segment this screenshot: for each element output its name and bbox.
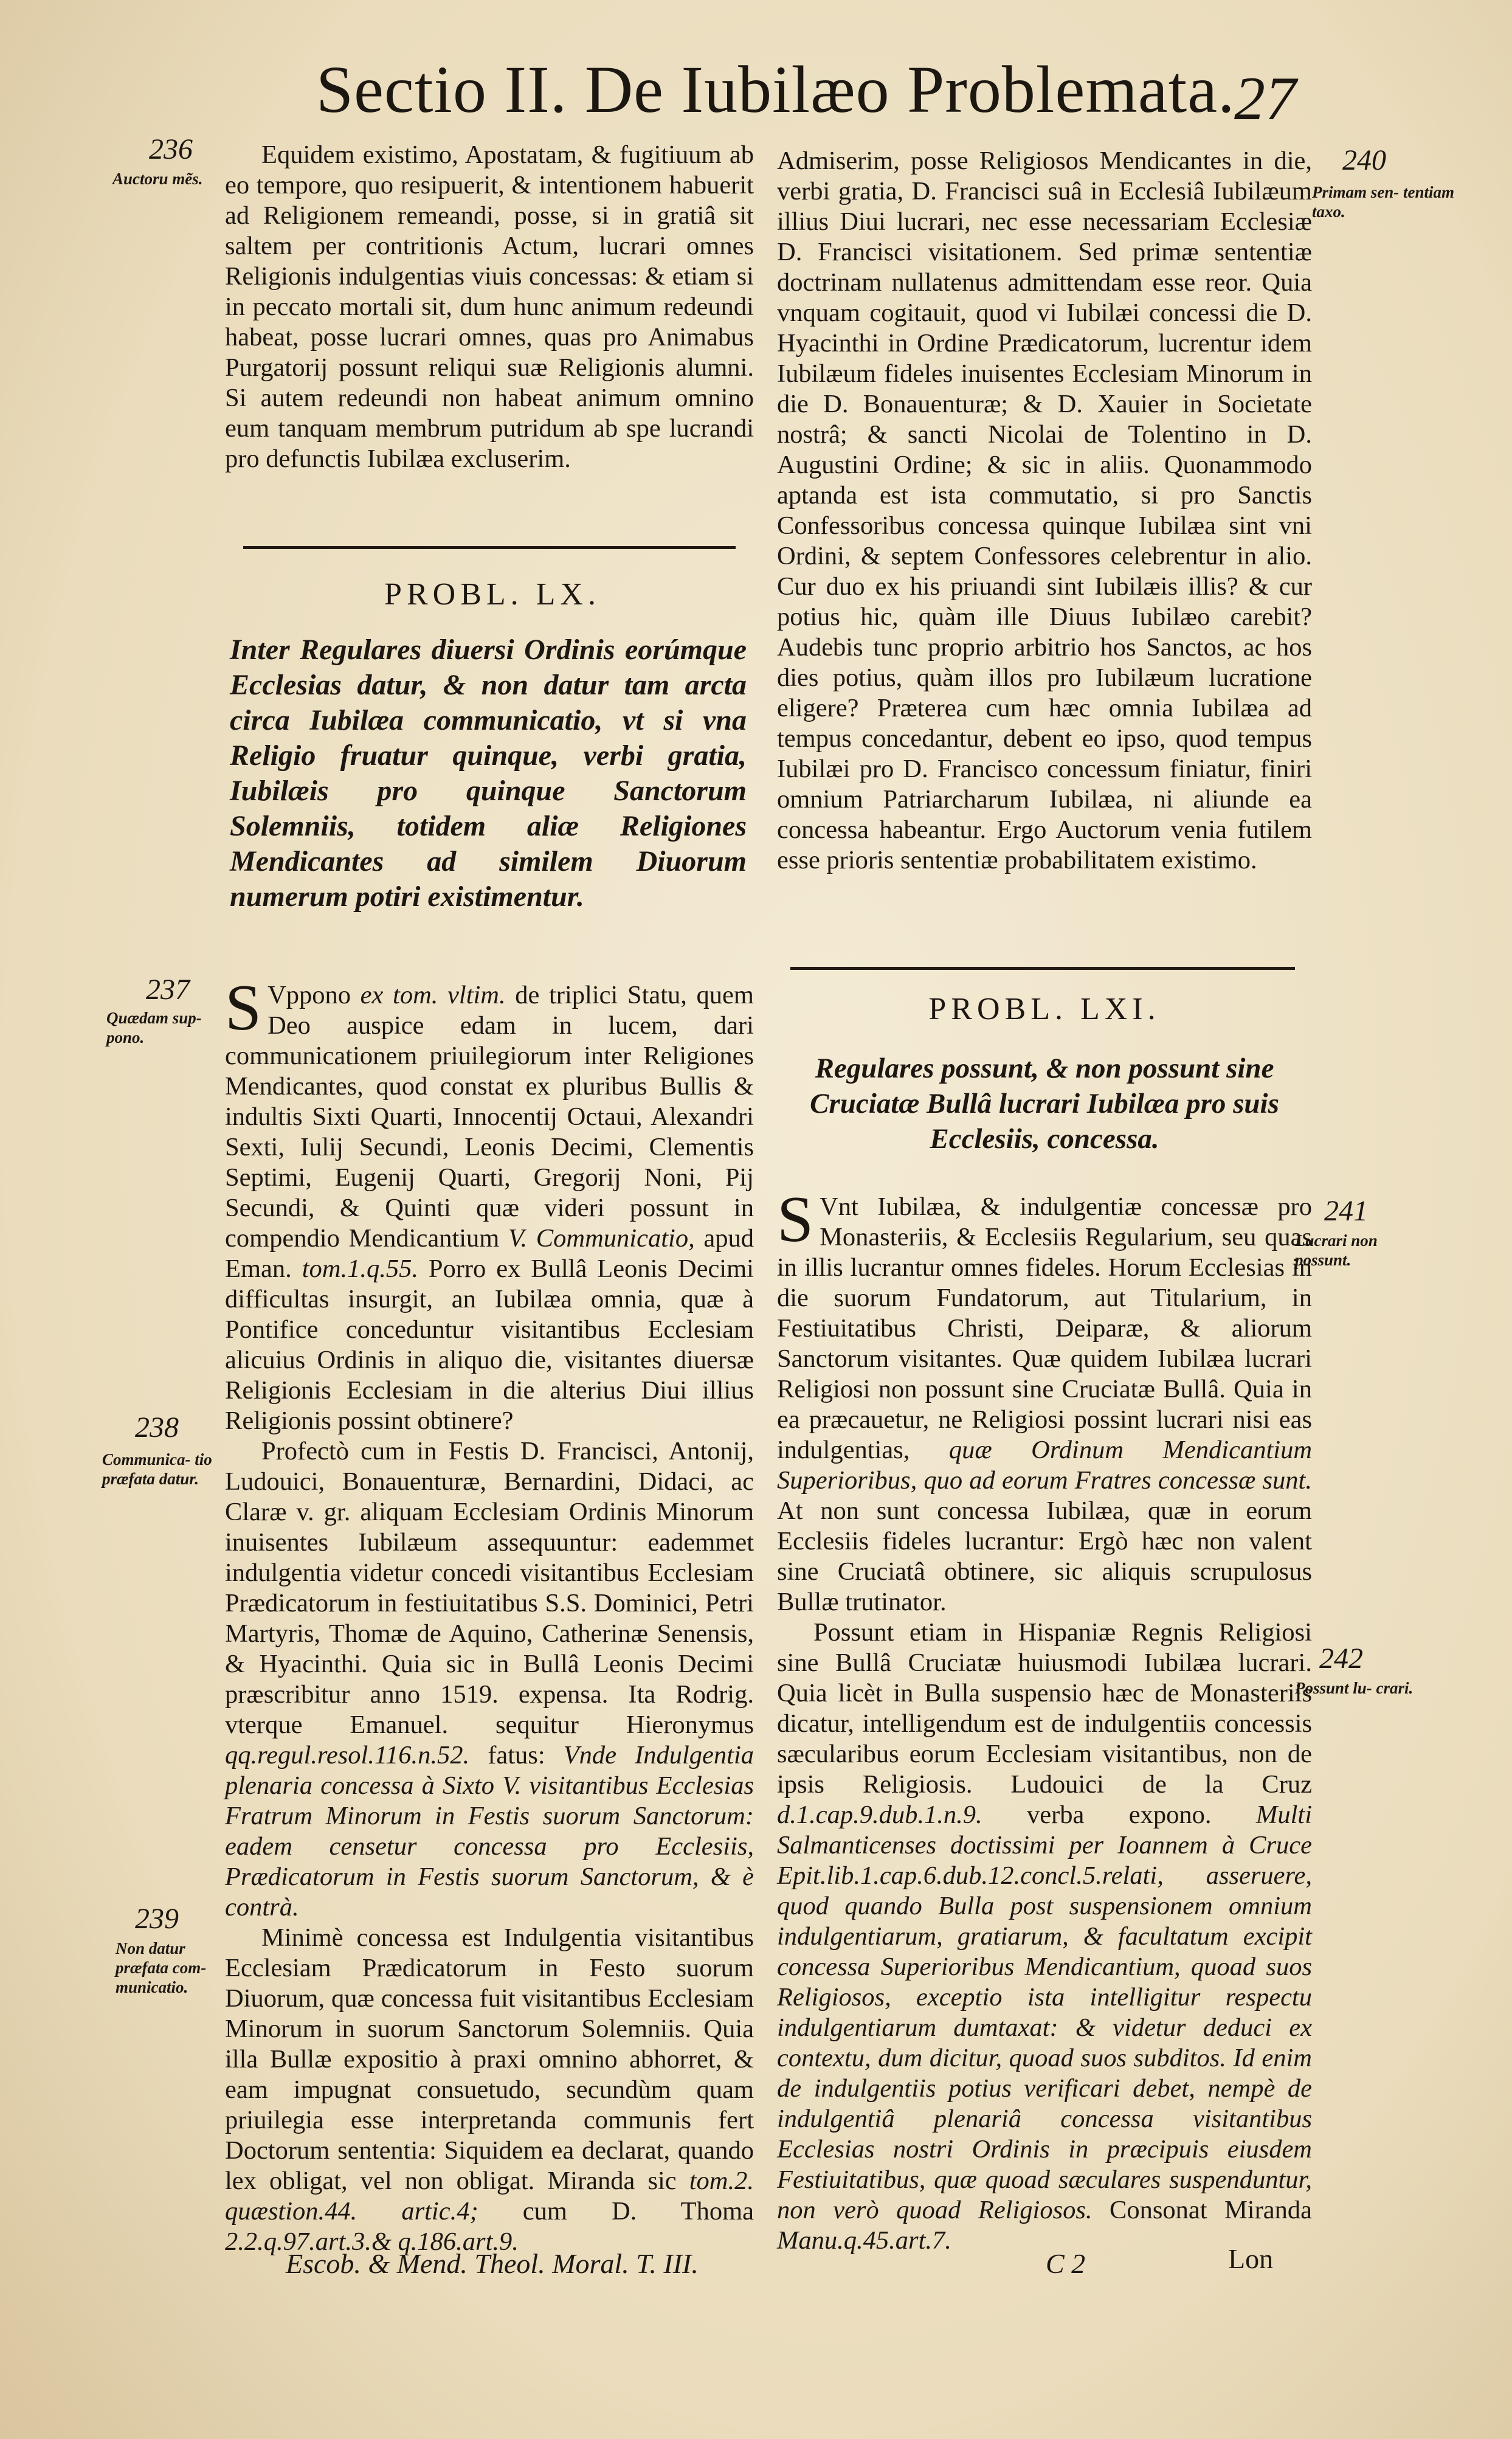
column-left-body	[225, 972, 754, 2257]
section-number-241: 241	[1324, 1195, 1368, 1227]
drop-cap-s: S	[777, 1183, 814, 1256]
paragraph-242: Possunt etiam in Hispaniæ Regnis Religiosi sine Bullâ Cruciatæ huiusmodi Iubilæa lucrari. Quia licèt in Bulla suspensio hæc de Monasteriis dicatur, intelligendum est de indulgentiis concessis sæcularibus eorum Ecclesiam visitantibus, non de ipsis Religiosis. Ludouici de la Cruz d.1.cap.9.dub.1.n.9. verba expono. Multi Salmanticenses doctissimi per Ioannem à Cruce Epit.lib.1.cap.6.dub.12.concl.5.relati, asseruere, quod quando Bulla post suspensionem omnium indulgentiarum, gratiarum, & facultatum excipit concessa Superioribus Mendicantium, quoad suos Religiosos, exceptio ista intelligitur respectu indulgentiarum dumtaxat: & videtur deduci ex contextu, dum dicitur, quoad suos subditos. Id enim de indulgentiis potius verificari debet, nempè de indulgentiâ plenariâ concessa visitantibus Ecclesias nostri Ordinis in præcipuis eiusdem Festiuitatibus, quæ quoad sæculares suspenduntur, non verò quoad Religiosos. Consonat Miranda Manu.q.45.art.7.	[777, 1618, 1312, 2255]
paragraph-240: Admiserim, posse Religiosos Mendicantes in die, verbi gratia, D. Francisci suâ in Ecclesiâ Iubilæum illius Diui lucrari, nec esse necessariam Ecclesiæ D. Francisci visitationem. Sed primæ sententiæ doctrinam nullatenus admittendam esse reor. Quia vnquam cogitauit, quod vi Iubilæi concessi die D. Hyacinthi in Ordine Prædicatorum, lucrentur idem Iubilæum fideles inuisentes Ecclesiam Minorum in die D. Bonauenturæ; & D. Xauier in Societate nostrâ; & sancti Nicolai de Tolentino in D. Augustini Ordine; & sic in aliis. Quonammodo aptanda est ista commutatio, si pro Sanctis Confessoribus concessa quinque Iubilæa sint vni Ordini, & septem Confessores celebrentur in alio. Cur duo ex his priuandi sint Iubilæis illis? & cur potius hic, quàm ille Diuus Iubilæo carebit? Audebis tunc proprio arbitrio hos Sanctos, ac hos dies potius, quàm illos pro Iubilæum lucratione eligere? Præterea cum hæc omnia Iubilæa ad tempus concedantur, debent eo ipso, quod tempus Iubilæi pro D. Francisco concessum finiatur, finiri omnium Patriarcharum Iubilæa, ni aliunde ea concessa habeantur. Ergo Auctorum venia futilem esse prioris sententiæ probabilitatem existimo.	[777, 147, 1312, 874]
paragraph-236: Equidem existimo, Apostatam, & fugitiuum ab eo tempore, quo resipuerit, & intentionem habuerit ad Religionem remeandi, posse, si in gratiâ sit saltem per contritionis Actum, lucrari omnes Religionis indulgentias viuis concessas: & etiam si in peccato mortali sit, dum hunc animum redeundi habeat, posse lucrari omnes, quas pro Animabus Purgatorij possunt reliqui suæ Religionis alumni. Si autem redeundi non habeat animum omnino eum tanquam membrum putridum ab spe lucrandi pro defunctis Iubilæa excluserim.	[225, 140, 754, 473]
section-number-238: 238	[135, 1411, 179, 1444]
paragraph-239: Minimè concessa est Indulgentia visitantibus Ecclesiam Prædicatorum in Festo suorum Diuorum, quæ concessa fuit visitantibus Ecclesiam Minorum in suorum Sanctorum Solemniis. Quia illa Bullæ expositio à praxi omnino abhorret, & eam impugnat consuetudo, secundùm quam priuilegia esse interpretanda communis fert Doctorum sententia: Siquidem ea declarat, quando lex obligat, vel non obligat. Miranda sic tom.2. quæstion.44. artic.4; cum D. Thoma 2.2.q.97.art.3.& q.186.art.9.	[225, 1923, 754, 2256]
running-header-title: Sectio II. De Iubilæo Problemata.	[316, 52, 1235, 126]
section-number-242: 242	[1319, 1642, 1363, 1675]
margin-note-238: Communica- tio præfata datur.	[102, 1450, 212, 1488]
margin-note-241: Lucrari non possunt.	[1295, 1231, 1378, 1269]
printer-signature-right: C 2	[1046, 2248, 1086, 2279]
printer-signature-left: Escob. & Mend. Theol. Moral. T. III.	[286, 2248, 699, 2279]
problem-heading-lxi: PROBL. LXI.	[928, 992, 1161, 1026]
section-divider-rule	[243, 546, 736, 549]
drop-cap-s: S	[225, 972, 262, 1044]
section-number-240: 240	[1342, 144, 1386, 176]
page-number: 27	[1234, 64, 1296, 133]
column-right-body	[777, 1183, 1313, 2256]
column-right-intro	[777, 146, 1312, 876]
margin-note-236: Auctoru mẽs.	[112, 170, 203, 188]
margin-note-240: Primam sen- tentiam taxo.	[1312, 183, 1455, 221]
paragraph-241: S Vnt Iubilæa, & indulgentiæ concessæ pro Monasteriis, & Ecclesiis Regularium, seu quas in illis lucrantur omnes fideles. Horum Ecclesias in die suorum Fundatorum, aut Titularium, in Festiuitatibus Christi, Deiparæ, & aliorum Sanctorum visitantes. Quæ quidem Iubilæa lucrari Religiosi non possunt sine Cruciatæ Bullâ. Quia in ea præcauetur, ne Religiosi possint lucrari nisi eas indulgentias, quæ Ordinum Mendicantium Superioribus, quo ad eorum Fratres concessæ sunt. At non sunt concessa Iubilæa, quæ in eorum Ecclesiis fideles lucrantur: Ergò hæc non valent sine Cruciatâ obtinere, sic aliquis scrupulosus Bullæ trutinator.	[777, 1183, 1313, 1616]
margin-note-242: Possunt lu- crari.	[1295, 1679, 1414, 1697]
paragraph-237: S Vppono ex tom. vltim. de triplici Statu, quem Deo auspice edam in lucem, dari communicationem priuilegiorum inter Religiones Mendicantes, quod constat ex pluribus Bullis & indultis Sixti Quarti, Innocentij Octaui, Alexandri Sexti, Iulij Secundi, Leonis Decimi, Clementis Septimi, Eugenij Quarti, Gregorij Noni, Pij Secundi, & Quinti quæ videri possunt in compendio Mendicantium V. Communicatio, apud Eman. tom.1.q.55. Porro ex Bullâ Leonis Decimi difficultas insurgit, an Iubilæa omnia, quæ à Pontifice conceduntur visitantibus Ecclesiam alicuius Ordinis in aliquo die, visitantes diuersæ Religionis Ecclesiam in die alterius Diui illius Religionis possint obtinere?	[225, 972, 754, 1435]
section-number-239: 239	[135, 1903, 179, 1935]
margin-note-239: Non datur præfata com- municatio.	[116, 1939, 207, 1996]
problem-heading-lx: PROBL. LX.	[384, 577, 601, 612]
problem-summary-lxi: Regulares possunt, & non possunt sine Cruciatæ Bullâ lucrari Iubilæa pro suis Ecclesiis, concessa.	[810, 1053, 1279, 1155]
problem-summary-lx: Inter Regulares diuersi Ordinis eorúmque Ecclesias datur, & non datur tam arcta circa Iubilæa communicatio, vt si vna Religio fruatur quinque, verbi gratia, Iubilæis pro quinque Sanctorum Solemniis, totidem aliæ Religiones Mendicantes ad similem Diuorum numerum potiri existimentur.	[230, 634, 747, 913]
section-number-237: 237	[146, 974, 190, 1006]
column-left-intro	[225, 140, 754, 474]
catchword: Lon	[1228, 2243, 1274, 2274]
paragraph-238: Profectò cum in Festis D. Francisci, Antonij, Ludouici, Bonauenturæ, Bernardini, Didaci, ac Claræ v. gr. aliquam Ecclesiam Ordinis Minorum inuisentes Iubilæum assequuntur: eademmet indulgentia videtur concedi visitantibus Ecclesiam Prædicatorum in festiuitatibus S.S. Dominici, Petri Martyris, Thomæ de Aquino, Catherinæ Senensis, & Hyacinthi. Quia sic in Bullâ Leonis Decimi præscribitur anno 1519. expensa. Ita Rodrig. vterque Emanuel. sequitur Hieronymus qq.regul.resol.116.n.52. fatus: Vnde Indulgentia plenaria concessa à Sixto V. visitantibus Ecclesias Fratrum Minorum in Festis suorum Sanctorum: eadem censetur concessa pro Ecclesiis, Prædicatorum in Festis suorum Sanctorum, & è contrà.	[225, 1437, 754, 1922]
section-number-236: 236	[149, 133, 193, 165]
margin-note-237: Quædam sup- pono.	[106, 1009, 202, 1047]
section-divider-rule	[790, 967, 1295, 970]
